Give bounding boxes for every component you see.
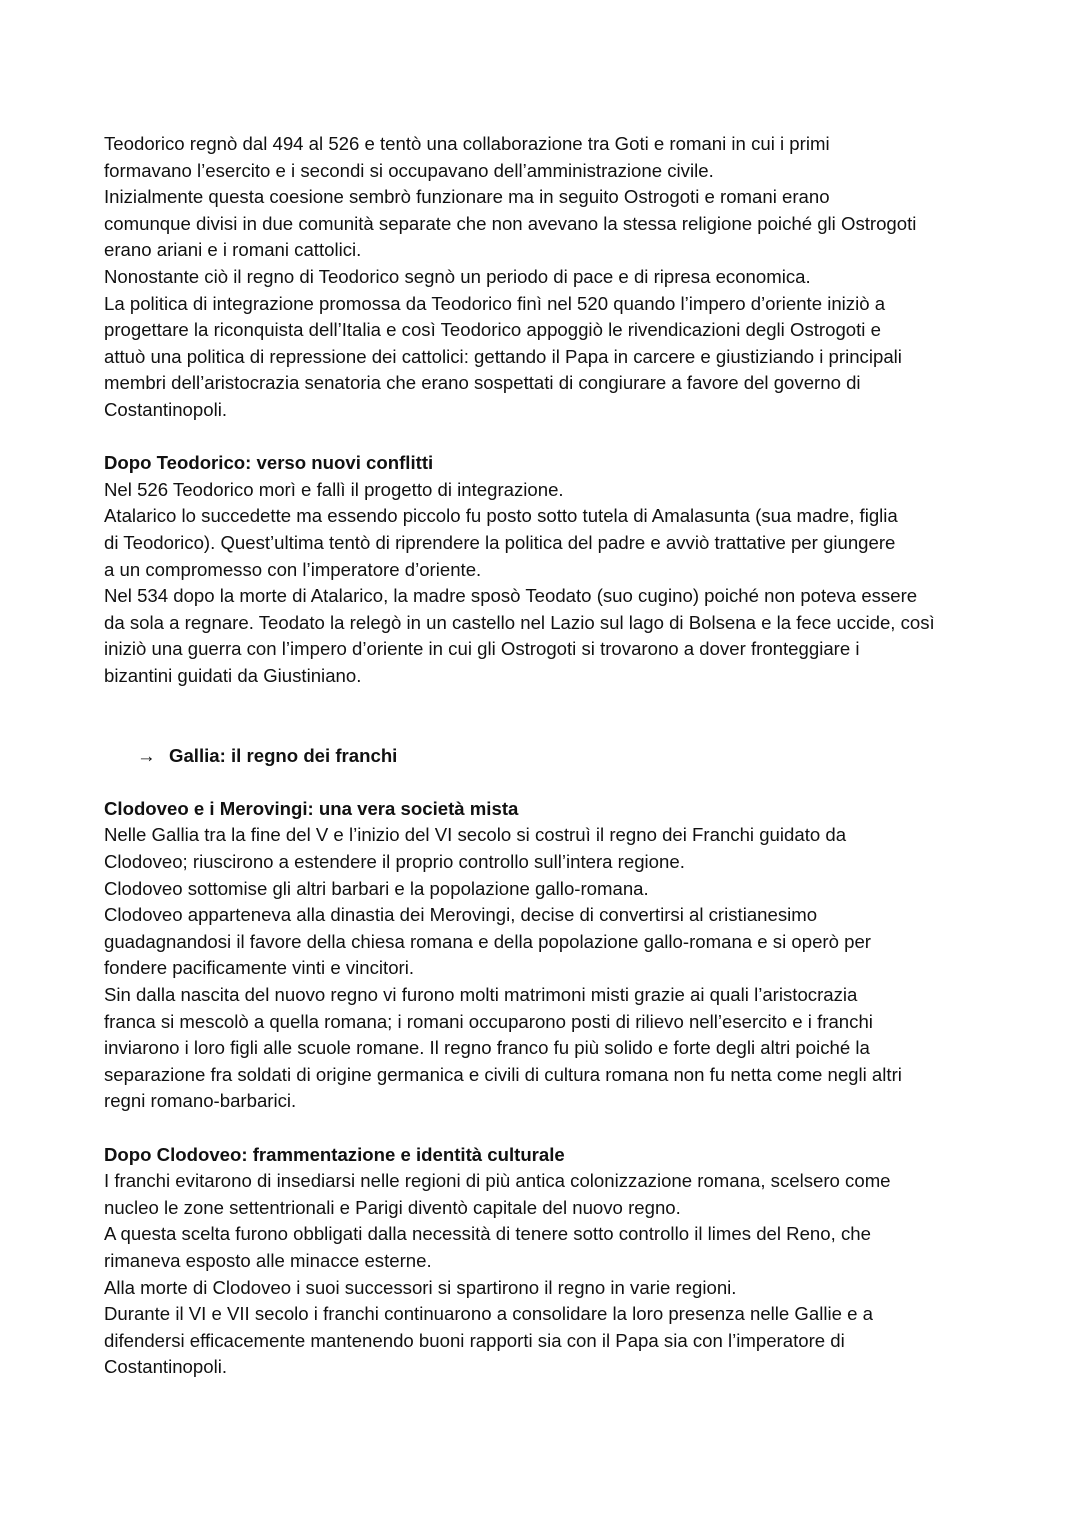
chapter-title — [104, 743, 1004, 770]
section-heading: Dopo Clodoveo: frammentazione e identità culturale — [104, 1143, 565, 1165]
text-line: Sin dalla nascita del nuovo regno vi furono molti matrimoni misti grazie ai quali l’aristocrazia — [104, 984, 858, 1005]
text-line: Costantinopoli. — [104, 1356, 228, 1378]
text-line: Nel 534 dopo la morte di Atalarico, la madre sposò Teodato (suo cugino) poiché non poteva essere — [104, 585, 918, 607]
text-line: da sola a regnare. Teodato la relegò in un castello nel Lazio sul lago di Bolsena e la fece uccide, così — [104, 611, 935, 633]
text-line: comunque divisi in due comunità separate che non avevano la stessa religione poiché gli Ostrogoti — [104, 212, 917, 234]
text-line: Atalarico lo succedette ma essendo piccolo fu posto sotto tutela di Amalasunta (sua madre, figlia — [104, 505, 898, 527]
text-line: I franchi evitarono di insediarsi nelle regioni di più antica colonizzazione romana, scelsero come — [104, 1170, 891, 1192]
paragraph-teodorico — [104, 131, 1004, 424]
text-line: Clodoveo apparteneva alla dinastia dei Merovingi, decise di convertirsi al cristianesimo — [104, 904, 818, 926]
text-line: franca si mescolò a quella romana; i romani occuparono posti di rilievo nell’esercito e i franchi — [104, 1010, 873, 1032]
text-line: nucleo le zone settentrionali e Parigi diventò capitale del nuovo regno. — [104, 1196, 681, 1218]
text-line: inviarono i loro figli alle scuole romane. Il regno franco fu più solido e forte degli altri poiché la — [104, 1037, 870, 1059]
text-line: membri dell’aristocrazia senatoria che erano sospettati di congiurare a favore del governo di — [104, 372, 861, 394]
text-line: fondere pacificamente vinti e vincitori. — [104, 957, 415, 979]
chapter-title-text: Gallia: il regno dei franchi — [169, 744, 398, 766]
text-line: Nel 526 Teodorico morì e fallì il progetto di integrazione. — [104, 478, 564, 500]
text-line: difendersi efficacemente mantenendo buoni rapporti sia con il Papa sia con l’imperatore di — [104, 1329, 845, 1351]
document-page — [104, 131, 1004, 1381]
text-line: Durante il VI e VII secolo i franchi continuarono a consolidare la loro presenza nelle Gallie e a — [104, 1303, 873, 1325]
text-line: A questa scelta furono obbligati dalla necessità di tenere sotto controllo il limes del Reno, che — [104, 1223, 871, 1245]
section-heading: Clodoveo e i Merovingi: una vera società mista — [104, 797, 519, 819]
text-line: progettare la riconquista dell’Italia e così Teodorico appoggiò le rivendicazioni degli Ostrogoti e — [104, 319, 881, 341]
text-line: Nelle Gallia tra la fine del V e l’inizio del VI secolo si costruì il regno dei Franchi guidato da — [104, 824, 847, 846]
text-line: Clodoveo; riuscirono a estendere il proprio controllo sull’intera regione. — [104, 851, 685, 873]
text-line: attuò una politica di repressione dei cattolici: gettando il Papa in carcere e giustiziando i principali — [104, 345, 902, 367]
text-line: regni romano-barbarici. — [104, 1090, 297, 1112]
text-line: Clodoveo sottomise gli altri barbari e la popolazione gallo-romana. — [104, 877, 649, 899]
section-dopo-clodoveo — [104, 1142, 1004, 1381]
text-line: Teodorico regnò dal 494 al 526 e tentò una collaborazione tra Goti e romani in cui i primi — [104, 133, 830, 154]
section-clodoveo-merovingi — [104, 796, 1004, 1115]
section-dopo-teodorico — [104, 450, 1004, 689]
text-line: formavano l’esercito e i secondi si occupavano dell’amministrazione civile. — [104, 159, 714, 181]
text-line: a un compromesso con l’imperatore d’oriente. — [104, 558, 482, 580]
text-line: bizantini guidati da Giustiniano. — [104, 664, 362, 686]
text-line: Inizialmente questa coesione sembrò funzionare ma in seguito Ostrogoti e romani erano — [104, 186, 830, 208]
section-heading: Dopo Teodorico: verso nuovi conflitti — [104, 452, 434, 474]
text-line: Alla morte di Clodoveo i suoi successori si spartirono il regno in varie regioni. — [104, 1276, 737, 1298]
text-line: guadagnandosi il favore della chiesa romana e della popolazione gallo-romana e si operò per — [104, 930, 871, 952]
text-line: separazione fra soldati di origine germanica e civili di cultura romana non fu netta come negli altri — [104, 1063, 902, 1085]
text-line: La politica di integrazione promossa da Teodorico finì nel 520 quando l’impero d’oriente iniziò a — [104, 292, 886, 314]
arrow-right-icon: → — [137, 744, 156, 766]
text-line: Nonostante ciò il regno di Teodorico segnò un periodo di pace e di ripresa economica. — [104, 265, 811, 287]
text-line: rimaneva esposto alle minacce esterne. — [104, 1249, 432, 1271]
text-line: Costantinopoli. — [104, 398, 228, 420]
text-line: iniziò una guerra con l’impero d’oriente in cui gli Ostrogoti si trovarono a dover fronteggiare i — [104, 638, 860, 660]
text-line: di Teodorico). Quest’ultima tentò di riprendere la politica del padre e avviò trattative per giungere — [104, 531, 896, 553]
text-line: erano ariani e i romani cattolici. — [104, 239, 362, 261]
